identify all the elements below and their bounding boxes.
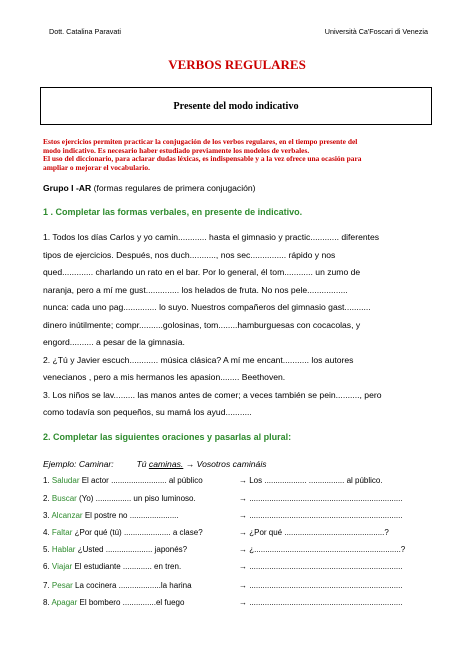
item-number: 6. — [43, 562, 52, 571]
group-heading — [43, 183, 256, 193]
exercise-prompt — [43, 581, 192, 590]
item-verb: Pesar — [51, 581, 73, 590]
item-sentence: La cocinera ...................la harina — [75, 581, 192, 590]
item-number: 8. — [43, 598, 52, 607]
paragraph-line: 3. Los niños se lav......... las manos antes de comer; a veces también se pein.........., pero — [43, 389, 382, 400]
paragraph-line: dinero inútilmente; compr..........golosinas, tom........hamburguesas con cocacolas, y — [43, 319, 361, 330]
item-sentence: El bombero ...............el fuego — [79, 598, 185, 607]
exercise-item — [43, 545, 443, 558]
example-line — [43, 459, 267, 469]
item-sentence: (Yo) ................ un piso luminoso. — [79, 494, 196, 503]
item-number: 3. — [43, 511, 52, 520]
item-answer-line: → ¿Por qué .............................................? — [239, 528, 389, 537]
paragraph-line: qued............. charlando un rato en el bar. Por lo general, él tom............ un zumo de — [43, 267, 361, 277]
intro-line: Estos ejercicios permiten practicar la conjugación de los verbos regulares, en el tiempo presente del — [43, 137, 358, 146]
example-verb: caminas. — [148, 459, 184, 469]
item-verb: Faltar — [51, 528, 73, 537]
item-answer-line: → ¿..................................................................? — [239, 545, 406, 554]
exercise-1-paragraph — [43, 229, 382, 422]
item-answer-line: → ..................................................................... — [239, 511, 403, 520]
item-sentence: El actor ......................... al público — [81, 476, 203, 485]
arrow-icon: → — [185, 459, 195, 469]
item-answer-line: → ..................................................................... — [239, 494, 403, 503]
item-answer-line: → Los ................... ................ al público. — [239, 476, 383, 485]
example-plural: Vosotros camináis — [194, 459, 267, 469]
paragraph-line: tipos de ejercicios. Después, nos duch..........., nos sec............... rápido y nos — [43, 249, 336, 260]
intro-line: El uso del diccionario, para aclarar dudas léxicas, es indispensable y a la vez ofrece una ocasión para — [43, 154, 362, 164]
paragraph-line: 1. Todos los días Carlos y yo camin............ hasta el gimnasio y practic............ diferentes — [43, 232, 380, 242]
exercise-prompt — [43, 562, 181, 571]
item-verb: Alcanzar — [51, 511, 83, 520]
exercise-item — [43, 476, 443, 489]
item-verb: Saludar — [51, 476, 80, 485]
intro-line: ampliar o mejorar el vocabulario. — [43, 162, 150, 172]
exercise-prompt — [43, 598, 184, 607]
example-label: Ejemplo: Caminar: — [43, 459, 114, 469]
exercise-prompt — [43, 476, 203, 485]
exercise-item — [43, 494, 443, 507]
paragraph-line: como todavía son pequeños, su mamá los ayud........... — [43, 407, 252, 417]
exercise-prompt — [43, 511, 179, 520]
exercise-item — [43, 511, 443, 524]
section-1-heading: 1 . Completar las formas verbales, en presente de indicativo. — [43, 207, 303, 217]
example-tu: Tú — [136, 459, 149, 469]
section-2-heading: 2. Completar las siguientes oraciones y pasarlas al plural: — [43, 432, 292, 442]
item-number: 7. — [43, 581, 52, 590]
exercise-item — [43, 562, 443, 575]
paragraph-line: 2. ¿Tú y Javier escuch............ música clásica? A mí me encant........... los autores — [43, 354, 354, 365]
item-verb: Hablar — [51, 545, 76, 554]
header-author: Dott. Catalina Paravati — [49, 27, 121, 36]
item-number: 2. — [43, 494, 52, 503]
item-verb: Viajar — [51, 562, 73, 571]
page-title: VERBOS REGULARES — [168, 57, 306, 72]
exercise-item — [43, 581, 443, 594]
exercise-prompt — [43, 528, 203, 537]
paragraph-line: engord.......... a pesar de la gimnasia. — [43, 337, 185, 347]
item-sentence: El estudiante ............. en tren. — [74, 562, 182, 571]
exercise-prompt — [43, 545, 187, 554]
subtitle-box — [40, 87, 432, 125]
intro-line: modo indicativo. Es necesario haber estudiado previamente los modelos de verbales. — [43, 145, 310, 155]
exercise-prompt — [43, 494, 196, 503]
item-number: 4. — [43, 528, 52, 537]
item-sentence: ¿Usted ..................... japonés? — [77, 545, 188, 554]
header-university: Università Ca'Foscari di Venezia — [324, 27, 428, 36]
item-answer-line: → ..................................................................... — [239, 598, 403, 607]
item-answer-line: → ..................................................................... — [239, 562, 403, 571]
item-sentence: El postre no ...................... — [84, 511, 179, 520]
paragraph-line: venecianos , pero a mis hermanos les apasion........ Beethoven. — [43, 372, 286, 382]
exercise-item — [43, 598, 443, 611]
paragraph-line: nunca: cada uno pag.............. lo suyo. Nuestros compañeros del gimnasio gast........... — [43, 302, 371, 312]
item-verb: Buscar — [51, 494, 77, 503]
paragraph-line: naranja, pero a mí me gust.............. los helados de fruta. No nos pele................. — [43, 284, 348, 295]
intro-text — [43, 138, 438, 172]
exercise-item — [43, 528, 443, 541]
group-heading-rest: (formas regulares de primera conjugación) — [91, 183, 256, 193]
item-sentence: ¿Por qué (tú) ..................... a clase? — [74, 528, 203, 537]
item-number: 1. — [43, 476, 52, 485]
item-verb: Apagar — [51, 598, 78, 607]
item-answer-line: → ..................................................................... — [239, 581, 403, 590]
group-heading-bold: Grupo I -AR — [43, 183, 92, 193]
item-number: 5. — [43, 545, 52, 554]
subtitle-text: Presente del modo indicativo — [173, 100, 299, 112]
